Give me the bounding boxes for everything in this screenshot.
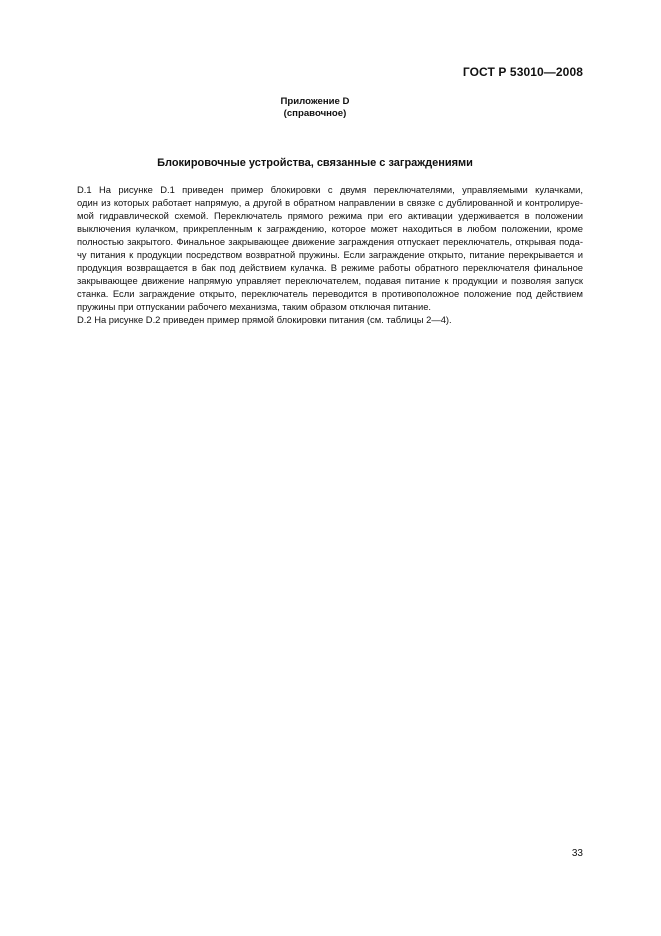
paragraph-line: D.1 На рисунке D.1 приведен пример блокировки с двумя переключателями, управляемыми кулачками,: [77, 184, 583, 195]
paragraph-d2: [77, 313, 583, 326]
page-number: 33: [571, 848, 583, 859]
paragraph-line: закрывающее движение напрямую управляет переключателем, подавая питание к продукции и позволяя запуск: [77, 275, 583, 286]
appendix-heading: [0, 96, 630, 120]
paragraph-line: станка. Если заграждение открыто, переключатель переводится в противоположное положение под действием: [77, 288, 583, 299]
paragraph-line: продукция возвращается в бак под действием кулачка. В режиме работы обратного переключателя финальное: [77, 262, 583, 273]
body-text: [77, 183, 583, 326]
paragraph-line: чу питания к продукции посредством возвратной пружины. Если заграждение открыто, питание перекрывается и: [77, 249, 583, 260]
section-title: Блокировочные устройства, связанные с заграждениями: [157, 157, 473, 169]
appendix-subtitle: (справочное): [283, 108, 347, 119]
appendix-title: Приложение D: [280, 96, 350, 107]
paragraph-line: выключения кулачком, прикрепленным к заграждению, которое может находиться в любом положении, кроме: [77, 223, 583, 234]
paragraph-line: мой гидравлической схемой. Переключатель прямого режима при его активации удерживается в положении: [77, 210, 583, 221]
paragraph-line: пружины при отпускании рабочего механизма, таким образом отключая питание.: [77, 301, 432, 312]
paragraph-line: полностью закрытого. Финальное закрывающее движение заграждения отпускает переключатель, открывая пода-: [77, 236, 583, 247]
paragraph-line: один из которых работает напрямую, а другой в обратном направлении в связке с дублированной и контролируе-: [77, 197, 583, 208]
standard-id: ГОСТ Р 53010—2008: [462, 65, 583, 79]
paragraph-line: D.2 На рисунке D.2 приведен пример прямой блокировки питания (см. таблицы 2—4).: [77, 314, 452, 325]
paragraph-d1: [77, 183, 583, 313]
